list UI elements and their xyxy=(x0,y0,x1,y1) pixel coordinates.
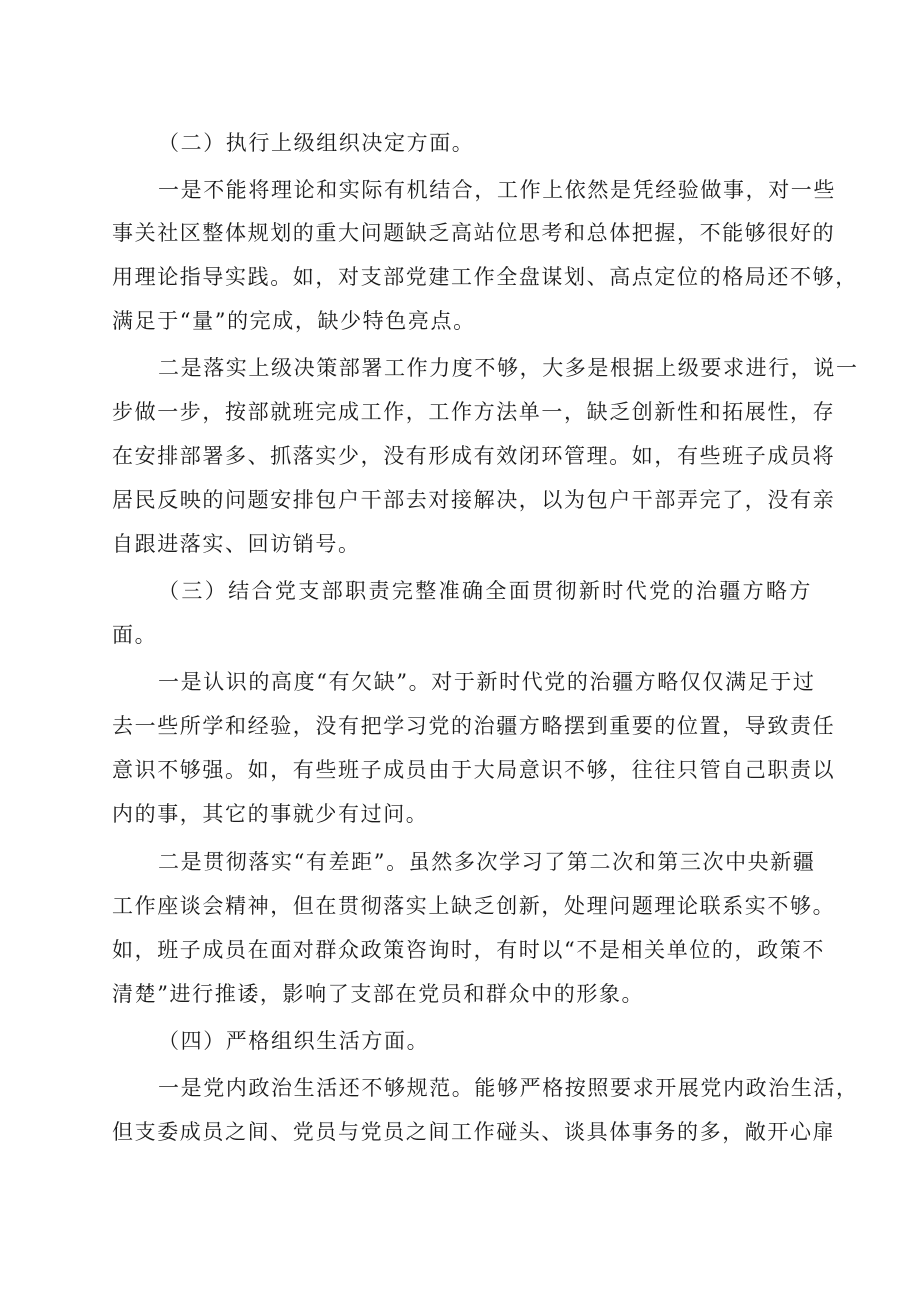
section-4-para-1-line-1: 一是党内政治生活还不够规范。能够严格按照要求开展党内政治生活， xyxy=(158,1076,859,1100)
section-3-para-1-line-1: 一是认识的高度“有欠缺”。对于新时代党的治疆方略仅仅满足于过 xyxy=(158,670,816,694)
section-3-heading-line-2: 面。 xyxy=(112,623,158,647)
section-3-para-1-line-3: 意识不够强。如，有些班子成员由于大局意识不够，往往只管自己职责以 xyxy=(112,758,836,782)
section-3-para-2-line-2: 工作座谈会精神，但在贯彻落实上缺乏创新，处理问题理论联系实不够。 xyxy=(112,894,836,918)
section-3-heading-line-1: （三）结合党支部职责完整准确全面贯彻新时代党的治疆方略方 xyxy=(158,579,812,603)
section-2-para-2-line-5: 自跟进落实、回访销号。 xyxy=(112,532,361,556)
section-2-para-2-line-2: 步做一步，按部就班完成工作，工作方法单一，缺乏创新性和拓展性，存 xyxy=(112,400,836,424)
section-2-heading: （二）执行上级组织决定方面。 xyxy=(158,131,475,155)
section-2-para-1-line-4: 满足于“量”的完成，缺少特色亮点。 xyxy=(112,309,476,333)
section-2-para-1-line-3: 用理论指导实践。如，对支部党建工作全盘谋划、高点定位的格局还不够， xyxy=(112,265,858,289)
section-2-para-1-line-1: 一是不能将理论和实际有机结合，工作上依然是凭经验做事，对一些 xyxy=(158,178,836,202)
section-3-para-1-line-2: 去一些所学和经验，没有把学习党的治疆方略摆到重要的位置，导致责任 xyxy=(112,714,836,738)
section-3-para-2-line-4: 清楚”进行推诿，影响了支部在党员和群众中的形象。 xyxy=(112,982,645,1006)
section-2-para-1-line-2: 事关社区整体规划的重大问题缺乏高站位思考和总体把握，不能够很好的 xyxy=(112,221,836,245)
section-2-para-2-line-3: 在安排部署多、抓落实少，没有形成有效闭环管理。如，有些班子成员将 xyxy=(112,444,836,468)
section-2-para-2-line-4: 居民反映的问题安排包户干部去对接解决，以为包户干部弄完了，没有亲 xyxy=(112,488,836,512)
section-3-para-2-line-1: 二是贯彻落实“有差距”。虽然多次学习了第二次和第三次中央新疆 xyxy=(158,850,816,874)
section-4-para-1-line-2: 但支委成员之间、党员与党员之间工作碰头、谈具体事务的多，敞开心扉 xyxy=(112,1120,836,1144)
section-2-para-2-line-1: 二是落实上级决策部署工作力度不够，大多是根据上级要求进行，说一 xyxy=(158,356,859,380)
section-4-heading: （四）严格组织生活方面。 xyxy=(158,1029,430,1053)
section-3-para-1-line-4: 内的事，其它的事就少有过问。 xyxy=(112,802,429,826)
section-3-para-2-line-3: 如，班子成员在面对群众政策咨询时，有时以“不是相关单位的，政策不 xyxy=(112,938,825,962)
